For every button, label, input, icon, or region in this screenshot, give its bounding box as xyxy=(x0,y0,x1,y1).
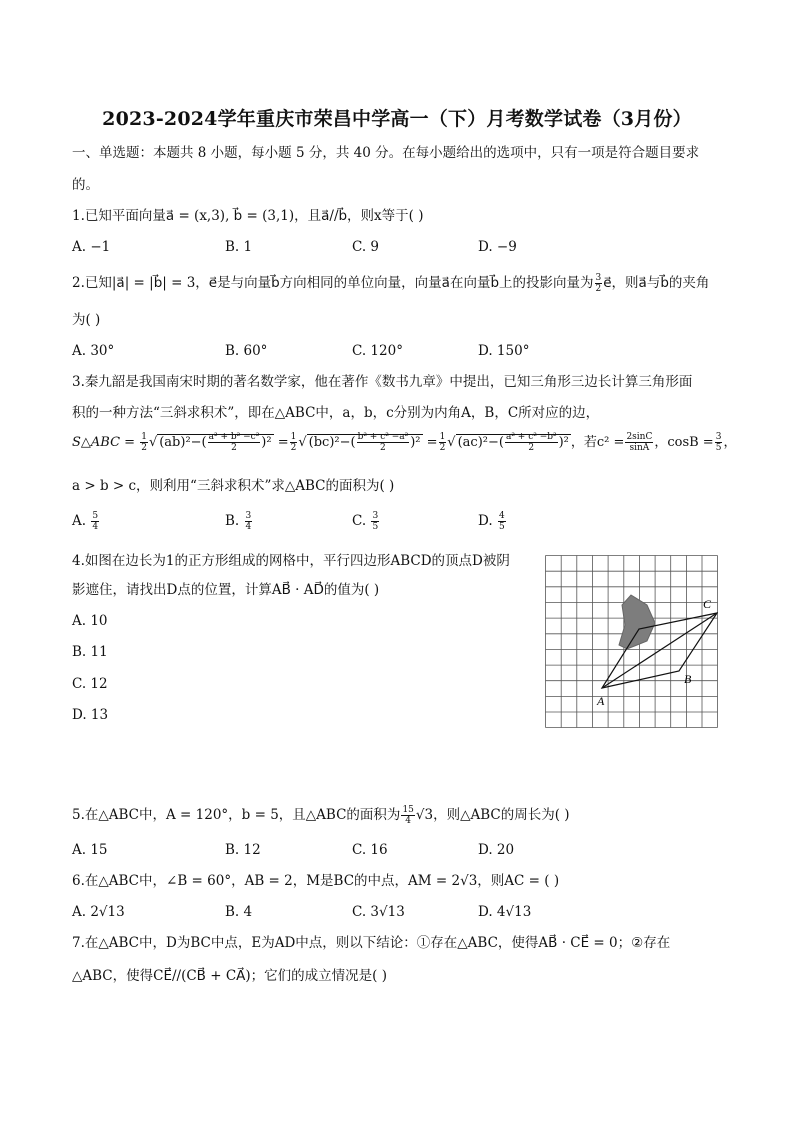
q1-option-b[interactable]: B. 1 xyxy=(225,239,253,255)
question-6-stem: 6.在△ABC中，∠B = 60°，AB = 2，M是BC的中点，AM = 2√3，则AC = ( ) xyxy=(72,873,560,889)
q3-half-1 xyxy=(140,432,148,453)
question-3-stem-cont: 积的一种方法“三斜求积术”，即在△ABC中，a，b，c分别为内角A，B，C所对应的边， xyxy=(72,405,600,421)
q4-option-d[interactable]: D. 13 xyxy=(72,707,109,723)
q3-option-c-label: C. xyxy=(352,513,367,529)
q1-option-a[interactable]: A. −1 xyxy=(72,239,111,255)
occlusion-shape xyxy=(619,595,655,649)
label-c: C xyxy=(703,597,712,611)
question-4-stem: 4.如图在边长为1的正方形组成的网格中，平行四边形ABCD的顶点D被阴 xyxy=(72,553,510,569)
q3-option-d-label: D. xyxy=(478,513,493,529)
q2-stem-tail: e⃗，则a⃗与b⃗的夹角 xyxy=(603,275,710,291)
label-a: A xyxy=(597,694,605,708)
q3-formula-lhs: S△ABC = xyxy=(72,435,136,450)
q3-root-1-frac-num: a² + b² −c² xyxy=(208,432,260,442)
q4-option-b[interactable]: B. 11 xyxy=(72,644,108,660)
question-3-stem: 3.秦九韶是我国南宋时期的著名数学家，他在著作《数书九章》中提出，已知三角形三边长计算三角形面 xyxy=(72,374,693,390)
q5-fraction xyxy=(401,805,414,826)
q6-option-c[interactable]: C. 3√13 xyxy=(352,904,405,920)
q3-option-d-den: 5 xyxy=(498,522,505,532)
q4-option-a[interactable]: A. 10 xyxy=(72,613,108,629)
q3-option-a-den: 4 xyxy=(92,522,99,532)
q3-root-3-a: (ac)²−( xyxy=(457,435,504,450)
question-7-stem: 7.在△ABC中，D为BC中点，E为AD中点，则以下结论：①存在△ABC，使得AB⃗ · CE⃗ = 0；②存在 xyxy=(72,935,671,951)
q3-root-1-a: (ab)²−( xyxy=(159,435,207,450)
q6-option-a[interactable]: A. 2√13 xyxy=(72,904,125,920)
q3-root-1-frac xyxy=(208,432,261,453)
q3-cond-1: ，若c² = xyxy=(570,435,625,450)
q1-option-c[interactable]: C. 9 xyxy=(352,239,380,255)
q3-cond-2-frac xyxy=(715,432,723,453)
q3-root-3 xyxy=(456,432,571,453)
question-2-stem-cont: 为( ) xyxy=(72,312,101,328)
q3-half-1-num: 1 xyxy=(141,432,147,442)
q3-cond-1-num: 2sinC xyxy=(626,432,653,442)
q3-root-2-b: )² xyxy=(410,435,421,450)
q3-root-2-frac-den: 2 xyxy=(380,443,386,453)
q3-option-c-den: 5 xyxy=(372,522,379,532)
q2-option-d[interactable]: D. 150° xyxy=(478,343,530,359)
q3-option-b[interactable] xyxy=(225,511,253,532)
q3-root-3-frac-num: a² + c² −b² xyxy=(505,432,557,442)
q2-frac-num: 3 xyxy=(595,273,602,283)
q5-option-b[interactable]: B. 12 xyxy=(225,842,261,858)
q3-root-2 xyxy=(307,432,423,453)
question-1-stem: 1.已知平面向量a⃗ = (x,3), b⃗ = (3,1)，且a⃗//b⃗，则x等于( ) xyxy=(72,208,424,224)
q3-root-2-a: (bc)²−( xyxy=(308,435,356,450)
q5-frac-num: 15 xyxy=(402,805,414,815)
q3-option-d[interactable] xyxy=(478,511,507,532)
question-2-stem xyxy=(72,273,709,294)
q5-stem-mid: √3，则△ABC的周长为( ) xyxy=(415,807,570,823)
q3-option-b-num: 3 xyxy=(245,511,252,521)
q2-stem-text: 2.已知|a⃗| = |b⃗| = 3，e⃗是与向量b⃗方向相同的单位向量，向量a⃗在向量b⃗上的投影向量为 xyxy=(72,275,594,291)
q3-formula: S△ABC = $\frac{1}{2}$ √ (ab)²−( $\frac{\text{a² + b² −c²}}{2}$ )² = $\frac{1}{2}$ √ (bc)²−( $\frac{\text{b² + c² −a²}}{2}$ )² = $\frac{1}{2}$ √ (ac)²−( $\frac{\text{a² + c² −b²}}{2}$ )² ，若c² = $\frac{2\sin C}{\sin A}$ ，cosB = $\frac{3}{5}$ ， xyxy=(72,432,737,453)
q3-root-1-frac-den: 2 xyxy=(231,443,237,453)
q3-root-1-b: )² xyxy=(261,435,272,450)
q3-option-b-den: 4 xyxy=(245,522,252,532)
q3-option-d-frac xyxy=(498,511,506,532)
q3-option-a-num: 5 xyxy=(92,511,99,521)
q4-grid-figure xyxy=(545,555,718,728)
question-5-stem xyxy=(72,805,570,826)
q5-stem-pre: 5.在△ABC中，A = 120°，b = 5，且△ABC的面积为 xyxy=(72,807,401,823)
q3-half-3 xyxy=(439,432,447,453)
q1-option-d[interactable]: D. −9 xyxy=(478,239,517,255)
exam-title: 2023-2024学年重庆市荣昌中学高一（下）月考数学试卷（3月份） xyxy=(102,108,692,130)
q3-cond-2-num: 3 xyxy=(715,432,722,442)
q3-cond-1-frac xyxy=(625,432,653,453)
q2-fraction xyxy=(595,273,603,294)
q3-root-3-frac-den: 2 xyxy=(528,443,535,453)
q4-option-c[interactable]: C. 12 xyxy=(72,676,108,692)
q6-option-b[interactable]: B. 4 xyxy=(225,904,253,920)
q3-option-a-frac xyxy=(91,511,99,532)
q3-option-b-frac xyxy=(245,511,253,532)
q3-half-2-den: 2 xyxy=(290,443,297,453)
q3-half-3-num: 1 xyxy=(439,432,446,442)
question-7-stem-cont: △ABC，使得CE⃗//(CB⃗ + CA⃗)；它们的成立情况是( ) xyxy=(72,968,387,984)
q4-grid-svg xyxy=(545,555,718,728)
q2-option-a[interactable]: A. 30° xyxy=(72,343,115,359)
q3-cond-1-den: sinA xyxy=(629,443,650,453)
label-b: B xyxy=(684,672,692,686)
section-heading: 一、单选题：本题共 8 小题，每小题 5 分，共 40 分。在每小题给出的选项中，只有一项是符合题目要求 xyxy=(72,145,700,161)
q3-option-c-frac xyxy=(371,511,379,532)
q3-half-2 xyxy=(290,432,298,453)
q2-option-b[interactable]: B. 60° xyxy=(225,343,268,359)
q3-option-d-num: 4 xyxy=(498,511,505,521)
q3-option-a-label: A. xyxy=(72,513,87,529)
q3-option-a[interactable] xyxy=(72,511,100,532)
q3-cond-2-den: 5 xyxy=(715,443,722,453)
q5-option-a[interactable]: A. 15 xyxy=(72,842,108,858)
q6-option-d[interactable]: D. 4√13 xyxy=(478,904,532,920)
q3-cond-2: ，cosB = xyxy=(654,435,714,450)
q3-root-2-frac-num: b² + c² −a² xyxy=(357,432,409,442)
section-heading-cont: 的。 xyxy=(72,177,99,193)
q3-root-3-b: )² xyxy=(558,435,569,450)
q2-frac-den: 2 xyxy=(595,284,602,294)
q3-formula-end: ， xyxy=(723,435,737,450)
question-3-stem-line4: a > b > c，则利用“三斜求积术”求△ABC的面积为( ) xyxy=(72,478,395,494)
q3-half-3-den: 2 xyxy=(439,443,446,453)
q5-option-c[interactable]: C. 16 xyxy=(352,842,388,858)
q3-root-1 xyxy=(157,432,273,453)
q3-option-c[interactable] xyxy=(352,511,380,532)
q3-option-b-label: B. xyxy=(225,513,240,529)
q3-option-c-num: 3 xyxy=(372,511,379,521)
q5-option-d[interactable]: D. 20 xyxy=(478,842,515,858)
q3-half-2-num: 1 xyxy=(290,432,297,442)
q5-frac-den: 4 xyxy=(405,816,412,826)
q3-root-3-frac xyxy=(505,432,558,453)
q2-option-c[interactable]: C. 120° xyxy=(352,343,403,359)
q3-root-2-frac xyxy=(357,432,410,453)
question-4-stem-cont: 影遮住，请找出D点的位置，计算AB⃗ · AD⃗的值为( ) xyxy=(72,582,380,598)
q3-half-1-den: 2 xyxy=(141,443,147,453)
